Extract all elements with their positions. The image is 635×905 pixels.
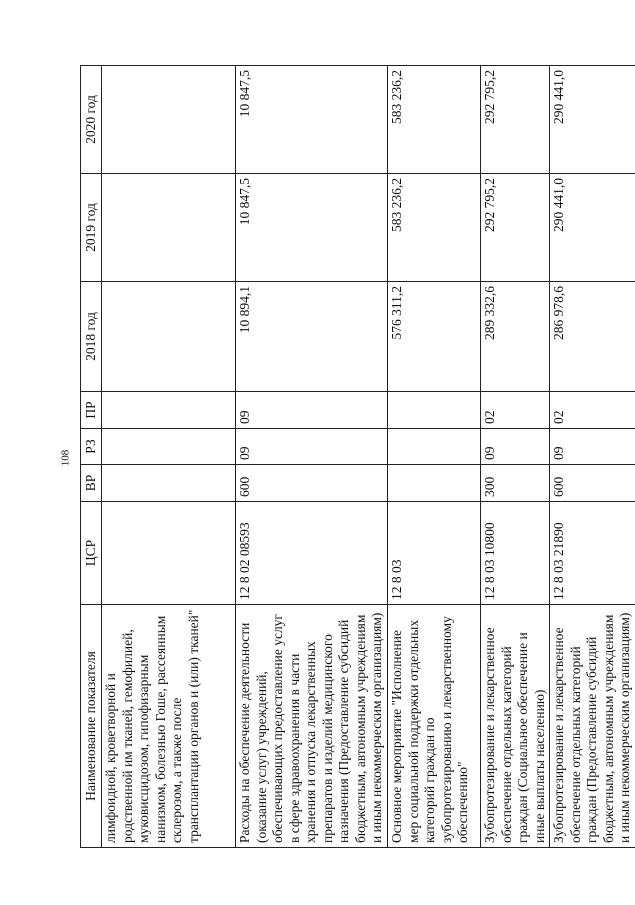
row-vr: 600	[236, 465, 388, 502]
rotated-table-container	[80, 66, 633, 848]
row-value-2018: 289 332,6	[481, 282, 550, 392]
budget-table	[80, 65, 635, 848]
row-value-2020: 290 441,0	[550, 66, 635, 174]
row-vr: 300	[481, 465, 550, 502]
row-vr	[388, 465, 481, 502]
header-name: Наименование показателя	[81, 605, 102, 848]
row-vr: 600	[550, 465, 635, 502]
table-row	[481, 66, 550, 848]
row-rz: 09	[236, 429, 388, 465]
row-value-2018	[102, 282, 236, 392]
header-rz: РЗ	[81, 429, 102, 465]
header-2019: 2019 год	[81, 174, 102, 282]
row-csr	[102, 502, 236, 605]
row-csr: 12 8 03	[388, 502, 481, 605]
row-rz	[388, 429, 481, 465]
row-value-2018: 10 894,1	[236, 282, 388, 392]
header-csr: ЦСР	[81, 502, 102, 605]
row-name: лимфоидной, кроветворной и родственной им тканей, гемофилией, муковисцидозом, гипофизарным нанизмом, болезнью Гоше, рассеянным склерозом, а также после трансплантации органов и (или) тканей"	[102, 605, 236, 848]
page-number: 108	[59, 449, 72, 467]
row-csr: 12 8 03 10800	[481, 502, 550, 605]
row-rz: 09	[550, 429, 635, 465]
row-pr	[102, 392, 236, 429]
header-2020: 2020 год	[81, 66, 102, 174]
row-name: Расходы на обеспечение деятельности (оказание услуг) учреждений, обеспечивающих предоставление услуг в сфере здравоохранения в части хранения и отпуска лекарственных препаратов и изделий медицинского назначения (Предоставление субсидий бюджетным, автономным учреждениям и иным некоммерческим организациям)	[236, 605, 388, 848]
row-value-2019: 292 795,2	[481, 174, 550, 282]
row-value-2019	[102, 174, 236, 282]
row-pr	[388, 392, 481, 429]
row-rz: 09	[481, 429, 550, 465]
row-name: Основное мероприятие "Исполнение мер социальной поддержки отдельных категорий граждан по зубопротезированию и лекарственному обеспечению"	[388, 605, 481, 848]
row-pr: 02	[550, 392, 635, 429]
row-value-2020: 10 847,5	[236, 66, 388, 174]
row-csr: 12 8 03 21890	[550, 502, 635, 605]
row-value-2019: 10 847,5	[236, 174, 388, 282]
row-pr: 09	[236, 392, 388, 429]
table-row	[236, 66, 388, 848]
row-value-2020: 292 795,2	[481, 66, 550, 174]
header-2018: 2018 год	[81, 282, 102, 392]
header-vr: ВР	[81, 465, 102, 502]
row-pr: 02	[481, 392, 550, 429]
table-row	[550, 66, 635, 848]
row-vr	[102, 465, 236, 502]
row-value-2019: 583 236,2	[388, 174, 481, 282]
table-row	[388, 66, 481, 848]
table-header-row	[81, 66, 102, 848]
row-value-2018: 576 311,2	[388, 282, 481, 392]
row-value-2020: 583 236,2	[388, 66, 481, 174]
row-rz	[102, 429, 236, 465]
row-value-2018: 286 978,6	[550, 282, 635, 392]
rotated-sheet	[80, 66, 633, 848]
row-name: Зубопротезирование и лекарственное обеспечение отдельных категорий граждан (Социальное обеспечение и иные выплаты населению)	[481, 605, 550, 848]
row-name: Зубопротезирование и лекарственное обеспечение отдельных категорий граждан (Предоставление субсидий бюджетным, автономным учреждениям и иным некоммерческим организациям)	[550, 605, 635, 848]
row-value-2020	[102, 66, 236, 174]
row-csr: 12 8 02 08593	[236, 502, 388, 605]
header-pr: ПР	[81, 392, 102, 429]
row-value-2019: 290 441,0	[550, 174, 635, 282]
table-row	[102, 66, 236, 848]
